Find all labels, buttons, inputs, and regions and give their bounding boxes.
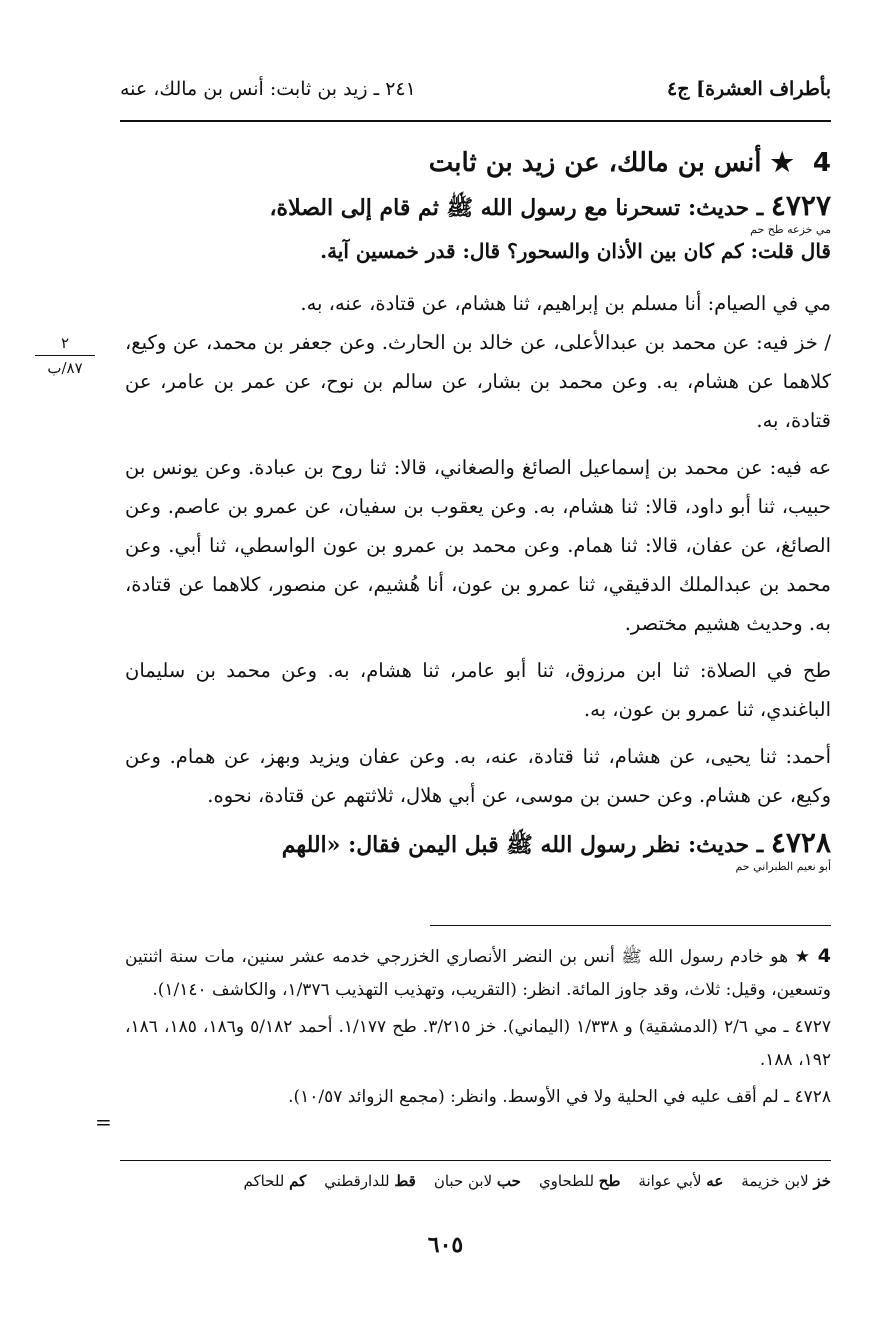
footnote-text: هو خادم رسول الله ﷺ أنس بن النضر الأنصاري الخزرجي خدمه عشر سنين، مات سنة اثنتين وتسعين، وقيل: ثلاث، وقد جاوز المائة. انظر: (التقريب، وتهذيب التهذيب ١/٣٧٦، والكاشف ١/١٤٠). xyxy=(125,947,831,1000)
footnote-rule xyxy=(430,925,831,926)
abbreviation-item: كم للحاكم xyxy=(243,1172,307,1190)
header-rule xyxy=(120,120,831,122)
footnote-number: 4 xyxy=(817,945,831,967)
margin-note-top: ٢ xyxy=(60,334,70,352)
abbreviations-rule xyxy=(120,1160,831,1161)
abbreviation-item: خز لابن خزيمة xyxy=(741,1172,831,1190)
isnad-paragraph: مي في الصيام: أنا مسلم بن إبراهيم، ثنا هشام، عن قتادة، عنه، به. xyxy=(300,292,831,315)
header-book-title: بأطراف العشرة] ج٤ xyxy=(667,78,831,100)
chapter-title: أنس بن مالك، عن زيد بن ثابت xyxy=(428,148,762,178)
manuscript-folio-note xyxy=(35,333,95,378)
page-number: ٦٠٥ xyxy=(427,1232,464,1258)
hadith-text: ـ حديث: تسحرنا مع رسول الله ﷺ ثم قام إلى الصلاة، xyxy=(269,195,764,221)
hadith-heading-4728 xyxy=(125,823,831,865)
abbreviation-item: حب لابن حبان xyxy=(433,1172,521,1190)
hadith-number: ٤٧٢٧ xyxy=(770,189,831,222)
isnad-paragraph: أحمد: ثنا يحيى، عن هشام، ثنا قتادة، عنه، به. وعن عفان ويزيد وبهز، عن همام. وعن وكيع، عن هشام. وعن حسن بن موسى، عن أبي هلال، ثلاثتهم عن قتادة، نحوه. xyxy=(125,745,831,807)
footnote xyxy=(125,940,831,1007)
running-header xyxy=(120,72,831,106)
abbreviation-item: طح للطحاوي xyxy=(538,1172,621,1190)
chapter-number: 4 xyxy=(812,148,831,178)
margin-note-bottom: ٨٧/ب xyxy=(47,359,83,377)
chapter-heading xyxy=(125,148,831,178)
main-text xyxy=(125,148,831,873)
abbreviations-key xyxy=(120,1172,831,1190)
isnad-paragraph: عه فيه: عن محمد بن إسماعيل الصائغ والصغاني، قالا: ثنا روح بن عبادة. وعن يونس بن حبيب، ثنا أبو داود، قالا: ثنا هشام، به. وعن يعقوب بن سفيان، عن عمرو بن عاصم. وعن الصائغ، عن عفان، قالا: ثنا همام. وعن محمد بن عمرو بن عون الواسطي، ثنا أبي. وعن محمد بن عبدالملك الدقيقي، ثنا عمرو بن عون، أنا هُشيم، عن منصور، كلاهما عن قتادة، به. وحديث هشيم مختصر. xyxy=(125,456,831,635)
footnote: ٤٧٢٨ ـ لم أقف عليه في الحلية ولا في الأوسط. وانظر: (مجمع الزوائد ١٠/٥٧). xyxy=(288,1087,831,1107)
header-section-title: ٢٤١ ـ زيد بن ثابت: أنس بن مالك، عنه xyxy=(120,78,416,100)
hadith-text: ـ حديث: نظر رسول الله ﷺ قبل اليمن فقال: «اللهم xyxy=(281,832,764,858)
isnad-paragraph: / خز فيه: عن محمد بن عبدالأعلى، عن خالد بن الحارث. وعن جعفر بن محمد، عن وكيع، كلاهما عن هشام، به. وعن محمد بن بشار، عن سالم بن نوح، عن عمر بن عامر، عن قتادة، به. xyxy=(125,331,831,432)
margin-note-line xyxy=(35,355,95,356)
star-icon: ★ xyxy=(770,148,794,178)
continuation-mark: = xyxy=(95,1110,112,1134)
abbreviation-item: قط للدارقطني xyxy=(324,1172,416,1190)
hadith-heading-4727 xyxy=(125,186,831,228)
footnotes xyxy=(125,940,831,1118)
hadith-sigla: مي خزعه طح حم xyxy=(750,223,831,236)
isnad-paragraph: طح في الصلاة: ثنا ابن مرزوق، ثنا أبو عامر، ثنا هشام، به. وعن محمد بن سليمان الباغندي، ثنا عمرو بن عون، به. xyxy=(125,659,831,721)
hadith-sigla: أبو نعيم الطبراني حم xyxy=(735,860,831,873)
abbreviation-item: عه لأبي عوانة xyxy=(638,1172,724,1190)
star-icon: ★ xyxy=(794,947,812,967)
footnote: ٤٧٢٧ ـ مي ٢/٦ (الدمشقية) و ١/٣٣٨ (اليماني). خز ٣/٢١٥. طح ١/١٧٧. أحمد ٥/١٨٢ و١٨٦، ١٨٥، ١٨٦، ١٩٢، ١٨٨. xyxy=(125,1017,832,1070)
hadith-number: ٤٧٢٨ xyxy=(770,826,831,859)
hadith-question: قال قلت: كم كان بين الأذان والسحور؟ قال: قدر خمسين آية. xyxy=(320,239,831,263)
